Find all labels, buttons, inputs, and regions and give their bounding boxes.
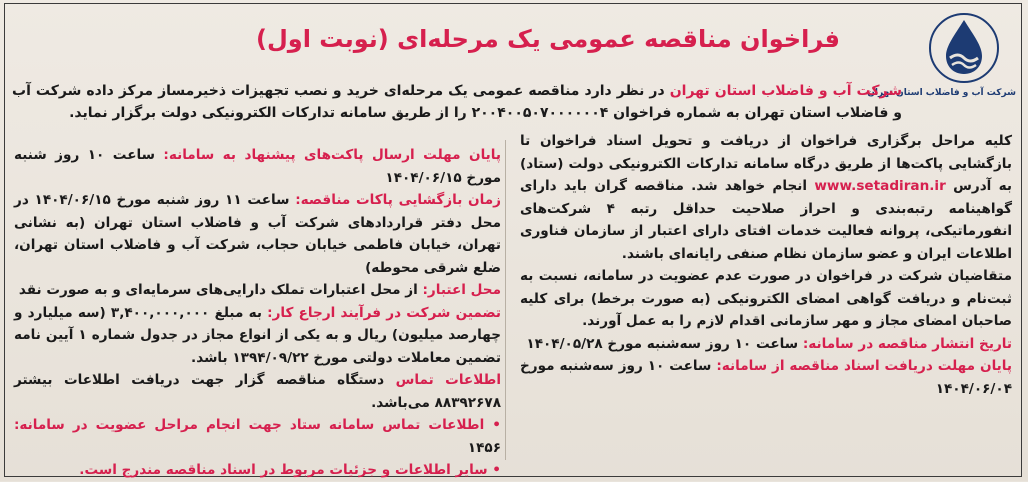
right-column [520,130,1012,400]
other-info-label: • سایر اطلاعات و جزئیات مربوط در اسناد مناقصه مندرج است. [79,462,501,478]
document-deadline-label: پایان مهلت دریافت اسناد مناقصه از سامانه: [716,358,1012,374]
notice-title: فراخوان مناقصه عمومی یک مرحله‌ای (نوبت اول) [256,25,840,53]
intro-paragraph [12,80,902,124]
setad-contact-line [14,414,501,459]
publish-date-line [520,333,1012,356]
other-info-line [14,459,501,482]
submission-deadline-value: ساعت ۱۰ روز شنبه مورخ ۱۴۰۴/۰۶/۱۵ [14,147,501,186]
submission-deadline-line [14,144,501,189]
document-deadline-line [520,355,1012,400]
submission-deadline-label: پایان مهلت ارسال پاکت‌های پیشنهاد به سامانه: [163,147,501,163]
contact-label: اطلاعات تماس [395,372,501,388]
opening-time-value: ساعت ۱۱ روز شنبه مورخ ۱۴۰۴/۰۶/۱۵ در محل دفتر قراردادهای شرکت آب و فاضلاب استان تهران (به نشانی تهران، خیابان فاطمی خیابان حجاب، شرکت آب و فاضلاب استان تهران، ضلع شرقی محوطه) [14,192,501,276]
procedure-text-a: کلیه مراحل برگزاری فراخوان از دریافت و تحویل اسناد فراخوان تا بازگشایی پاکت‌ها از طریق درگاه سامانه تدارکات الکترونیکی دولت (ستاد) به آدرس [520,133,1012,194]
guarantee-label: تضمین شرکت در فرآیند ارجاع کار: [267,304,501,321]
intro-text: در نظر دارد مناقصه عمومی یک مرحله‌ای خرید و نصب تجهیزات ذخیرمساز مرکز داده شرکت آب و فاضلاب استان تهران به شماره فراخوان ۲۰۰۴۰۰۵۰۷۰۰۰۰۰۰۴ را از طریق سامانه تدارکات الکترونیکی دولت برگزار نماید. [12,83,902,121]
publish-date-value: ساعت ۱۰ روز سه‌شنبه مورخ ۱۴۰۴/۰۵/۲۸ [526,335,803,352]
credit-source-label: محل اعتبار: [422,282,501,298]
column-divider [505,140,506,460]
logo-caption: شرکت آب و فاضلاب استان تهران [867,88,1016,98]
left-column [14,144,501,482]
credit-source-value: از محل اعتبارات تملک دارایی‌های سرمایه‌ای و به صورت نقد [18,282,423,298]
company-logo [867,10,1016,110]
contact-line [14,369,501,414]
opening-time-line [14,189,501,279]
procedure-paragraph [520,130,1012,265]
guarantee-line [14,302,501,370]
guarantee-value: به مبلغ ۳,۴۰۰,۰۰۰,۰۰۰ (سه میلیارد و چهارصد میلیون) ریال و به یکی از انواع مجاز در جدول شماره ۱ آیین نامه تضمین معاملات دولتی مورخ ۱۳۹۴/۰۹/۲۲ باشد. [14,304,501,366]
water-drop-logo-icon [924,10,1004,86]
setad-url-link[interactable]: www.setadiran.ir [814,178,946,194]
contact-value: دستگاه مناقصه گزار جهت دریافت اطلاعات بیشتر ۸۸۳۹۲۶۷۸ می‌باشد. [14,372,501,411]
document-deadline-value: ساعت ۱۰ روز سه‌شنبه مورخ ۱۴۰۴/۰۶/۰۴ [520,358,1012,397]
setad-contact-value: ۱۴۵۶ [467,439,501,456]
procedure-text-b: انجام خواهد شد. مناقصه گران باید دارای گواهینامه رتبه‌بندی و احراز صلاحیت حداقل رتبه ۴ شرکت‌های انفورماتیکی، پروانه فعالیت خدمات افتای دارای اعتبار از سازمان فناوری اطلاعات ایران و عضو سازمان نظام صنفی رایانه‌ای باشند. [520,178,1012,262]
intro-company: شرکت آب و فاضلاب استان تهران [669,83,902,99]
registration-paragraph: متقاضیان شرکت در فراخوان در صورت عدم عضویت در سامانه، نسبت به ثبت‌نام و دریافت گواهی امضای الکترونیکی (به صورت برخط) برای کلیه صاحبان امضای مجاز و مهر سازمانی اقدام لازم را به عمل آورند. [520,268,1012,329]
credit-source-line [14,279,501,302]
publish-date-label: تاریخ انتشار مناقصه در سامانه: [802,335,1012,352]
setad-contact-label: • اطلاعات تماس سامانه ستاد جهت انجام مراحل عضویت در سامانه: [14,417,501,433]
opening-time-label: زمان بازگشایی پاکات مناقصه: [295,192,501,208]
